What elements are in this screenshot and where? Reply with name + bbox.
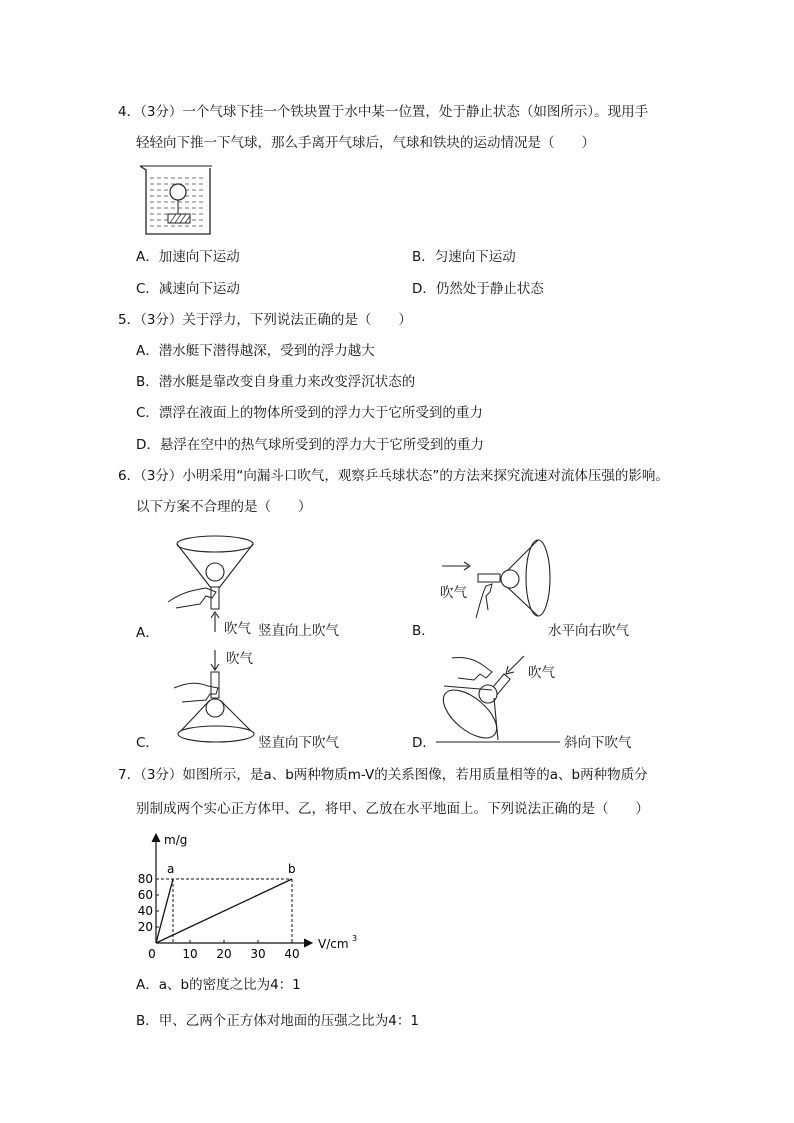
q5-option-c: C．漂浮在液面上的物体所受到的浮力大于它所受到的重力 [136,405,483,421]
q4-beaker-figure [138,162,218,238]
q6-a-blow-label: 吹气 [224,621,251,637]
q4-option-a: A．加速向下运动 [136,249,240,265]
series-line-b [156,879,292,943]
q6-figure-a [160,532,260,634]
q5-stem: 5．（3分）关于浮力，下列说法正确的是（ ） [118,312,412,328]
q4-option-d: D．仍然处于静止状态 [412,281,544,297]
q4-stem-line2: 轻轻向下推一下气球，那么手离开气球后，气球和铁块的运动情况是（ ） [136,135,595,151]
y-tick-label: 40 [137,904,153,918]
y-axis-label: m/g [164,833,188,847]
x-axis-label: V/cm [318,937,349,951]
q6-stem-line1: 6．（3分）小明采用“向漏斗口吹气，观察乒乓球状态”的方法来探究流速对流体压强的影响。 [118,468,669,484]
q6-figure-c [170,648,270,746]
q6-option-c-caption: 竖直向下吹气 [258,735,339,751]
q7-stem-line2: 别制成两个实心正方体甲、乙，将甲、乙放在水平地面上。下列说法正确的是（ ） [136,801,649,817]
ping-pong-ball [206,563,224,581]
q4-stem-line1: 4．（3分）一个气球下挂一个铁块置于水中某一位置，处于静止状态（如图所示）。现用手 [118,104,649,120]
y-tick-label: 20 [137,920,153,934]
q6-option-b-caption: 水平向右吹气 [548,623,629,639]
q6-option-a-label: A． [136,625,159,641]
x-axis-label-superscript: 3 [352,934,358,943]
q5-option-b: B．潜水艇是靠改变自身重力来改变浮沉状态的 [136,374,416,390]
y-axis-arrow [152,834,160,842]
q7-mass-volume-chart [128,830,368,965]
series-label-b: b [288,862,296,876]
q4-option-b: B．匀速向下运动 [412,249,516,265]
x-tick-label: 20 [216,947,232,961]
q6-d-blow-label: 吹气 [528,665,555,681]
q6-b-blow-label: 吹气 [440,585,467,601]
q5-option-a: A．潜水艇下潜得越深，受到的浮力越大 [136,343,375,359]
q7-option-a: A．a、b的密度之比为4：1 [136,977,301,993]
q4-option-c: C．减速向下运动 [136,281,240,297]
ping-pong-ball [501,570,519,588]
q5-option-d: D．悬浮在空中的热气球所受到的浮力大于它所受到的重力 [136,437,484,453]
q6-option-c-label: C． [136,735,159,751]
q6-figure-b [432,538,556,620]
q6-option-a-caption: 竖直向上吹气 [258,623,339,639]
y-tick-label: 80 [137,872,153,886]
balloon [170,184,186,200]
q6-option-b-label: B． [412,623,435,639]
q6-stem-line2: 以下方案不合理的是（ ） [136,499,312,515]
q6-option-d-label: D． [412,735,436,751]
q7-stem-line1: 7．（3分）如图所示，是a、b两种物质m-V的关系图像，若用质量相等的a、b两种物质分 [118,767,648,783]
q6-c-blow-label: 吹气 [226,651,253,667]
q6-option-d-caption: 斜向下吹气 [564,735,632,751]
x-tick-label: 40 [284,947,300,961]
q6-figure-d [436,648,564,748]
series-label-a: a [167,862,175,876]
origin-label: 0 [148,947,156,961]
x-tick-label: 30 [250,947,266,961]
x-tick-label: 10 [182,947,198,961]
q7-option-b: B．甲、乙两个正方体对地面的压强之比为4：1 [136,1013,419,1029]
x-axis-arrow [304,939,312,947]
y-tick-label: 60 [137,888,153,902]
